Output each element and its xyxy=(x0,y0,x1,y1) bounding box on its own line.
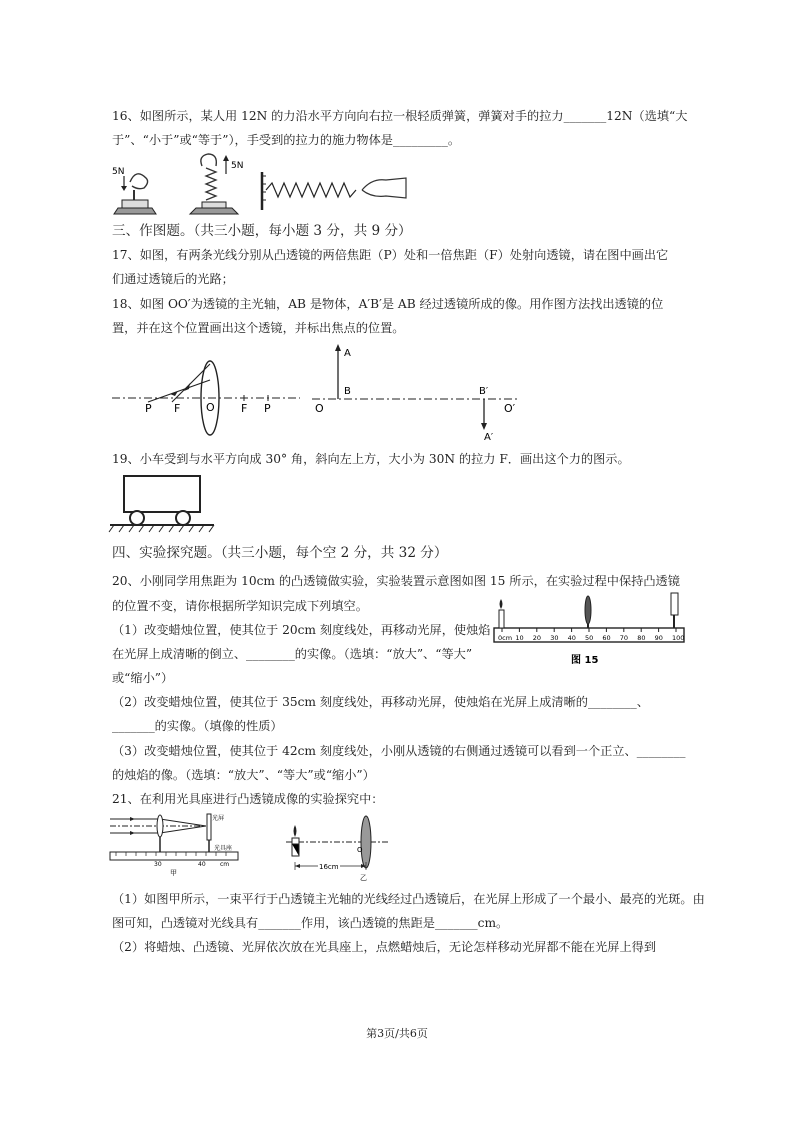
bench-tick-label: 30 xyxy=(550,634,559,642)
tick-40: 40 xyxy=(198,861,206,868)
label-b-prime: B′ xyxy=(479,386,489,397)
q20-2-line-1: （2）改变蜡烛位置，使其位于 35cm 刻度线处，再移动光屏，使烛焰在光屏上成清晰的________、 xyxy=(112,695,649,709)
q21-2-line-1: （2）将蜡烛、凸透镜、光屏依次放在光具座上，点燃蜡烛后，无论怎样移动光屏都不能在光屏上得到 xyxy=(112,940,657,954)
bench-tick-label: 50 xyxy=(585,634,594,642)
force-label-mid: 5N xyxy=(231,161,244,171)
bench-tick-label: 0cm xyxy=(498,634,513,642)
convex-lens-figure xyxy=(112,358,312,440)
label-bench: 光具座 xyxy=(214,845,233,852)
q21-1-line-2: 图可知，凸透镜对光线具有_______作用，该凸透镜的焦距是_______cm。 xyxy=(112,916,509,930)
section-3-heading: 三、作图题。（共三小题，每小题 3 分，共 9 分） xyxy=(112,223,412,239)
label-screen: 光屏 xyxy=(212,815,225,822)
page-footer: 第3页/共6页 xyxy=(366,1027,428,1040)
label-p-right: P xyxy=(264,402,271,415)
label-b: B xyxy=(344,386,351,397)
optical-bench-fig15 xyxy=(494,590,688,666)
q17-line-1: 17、如图，有两条光线分别从凸透镜的两倍焦距（P）处和一倍焦距（F）处射向透镜，请在图中画出它 xyxy=(112,248,669,262)
bench-tick-label: 70 xyxy=(619,634,629,642)
q20-1-line-3: 或“缩小”） xyxy=(112,671,174,685)
label-f-right: F xyxy=(241,402,248,415)
label-yi: 乙 xyxy=(360,874,367,882)
label-16cm: 16cm xyxy=(319,863,339,871)
bench-tick-label: 80 xyxy=(637,634,646,642)
label-o-yi: O xyxy=(357,846,363,854)
fig15-caption: 图 15 xyxy=(571,655,599,666)
q20-1-line-1: （1）改变蜡烛位置，使其位于 20cm 刻度线处，再移动光屏，使烛焰 xyxy=(112,623,491,637)
q20-line-2: 的位置不变，请你根据所学知识完成下列填空。 xyxy=(112,599,368,613)
q20-3-line-2: 的烛焰的像。（选填：“放大”、“等大”或“缩小”） xyxy=(112,768,375,782)
force-label-left: 5N xyxy=(112,167,125,177)
q20-2-line-2: _______的实像。（填像的性质） xyxy=(112,719,283,733)
bench-tick-label: 90 xyxy=(654,634,663,642)
label-f-left: F xyxy=(174,402,181,415)
tick-unit: cm xyxy=(220,861,230,868)
bench-tick-label: 10 xyxy=(515,634,524,642)
q20-3-line-1: （3）改变蜡烛位置，使其位于 42cm 刻度线处，小刚从透镜的右侧通过透镜可以看到一个正立、________ xyxy=(112,744,686,758)
section-4-heading: 四、实验探究题。（共三小题，每个空 2 分，共 32 分） xyxy=(112,545,448,561)
cart-figure xyxy=(110,472,220,534)
q20-line-1: 20、小刚同学用焦距为 10cm 的凸透镜做实验，实验装置示意图如图 15 所示，在实验过程中保持凸透镜 xyxy=(112,574,680,588)
q19-line: 19、小车受到与水平方向成 30° 角，斜向左上方，大小为 30N 的拉力 F．画出这个力的图示。 xyxy=(112,452,630,466)
tick-30: 30 xyxy=(154,861,162,868)
bench-tick-label: 40 xyxy=(567,634,576,642)
label-o-prime: O′ xyxy=(504,402,516,415)
bench-tick-label: 100 xyxy=(672,634,685,642)
label-o-left: O xyxy=(315,402,324,415)
label-o: O xyxy=(206,401,215,414)
q21-line: 21、在利用光具座进行凸透镜成像的实验探究中： xyxy=(112,792,384,806)
bench-tick-label: 20 xyxy=(532,634,542,642)
q18-line-1: 18、如图 OO′为透镜的主光轴，AB 是物体，A′B′是 AB 经过透镜所成的像。用作图方法找出透镜的位 xyxy=(112,297,664,311)
fig21-jia xyxy=(110,812,240,876)
q17-line-2: 们通过透镜后的光路； xyxy=(112,272,234,286)
q20-1-line-2: 在光屏上成清晰的倒立、________的实像。（选填：“放大”、“等大” xyxy=(112,647,473,661)
fig21-yi xyxy=(286,812,396,882)
q16-line-2: 于”、“小于”或“等于”），手受到的拉力的施力物体是_________。 xyxy=(112,133,461,147)
label-p-left: P xyxy=(145,402,152,415)
label-a-prime: A′ xyxy=(484,432,494,443)
label-a: A xyxy=(344,348,351,359)
principal-axis-figure xyxy=(312,340,522,444)
spring-figure xyxy=(110,152,410,218)
label-jia: 甲 xyxy=(170,869,177,877)
q18-line-2: 置，并在这个位置画出这个透镜，并标出焦点的位置。 xyxy=(112,321,405,335)
bench-tick-label: 60 xyxy=(602,634,611,642)
q21-1-line-1: （1）如图甲所示，一束平行于凸透镜主光轴的光线经过凸透镜后，在光屏上形成了一个最小、最亮的光斑。由 xyxy=(112,892,705,906)
q16-line-1: 16、如图所示，某人用 12N 的力沿水平方向向右拉一根轻质弹簧，弹簧对手的拉力_______12N（选填“大 xyxy=(112,109,688,123)
